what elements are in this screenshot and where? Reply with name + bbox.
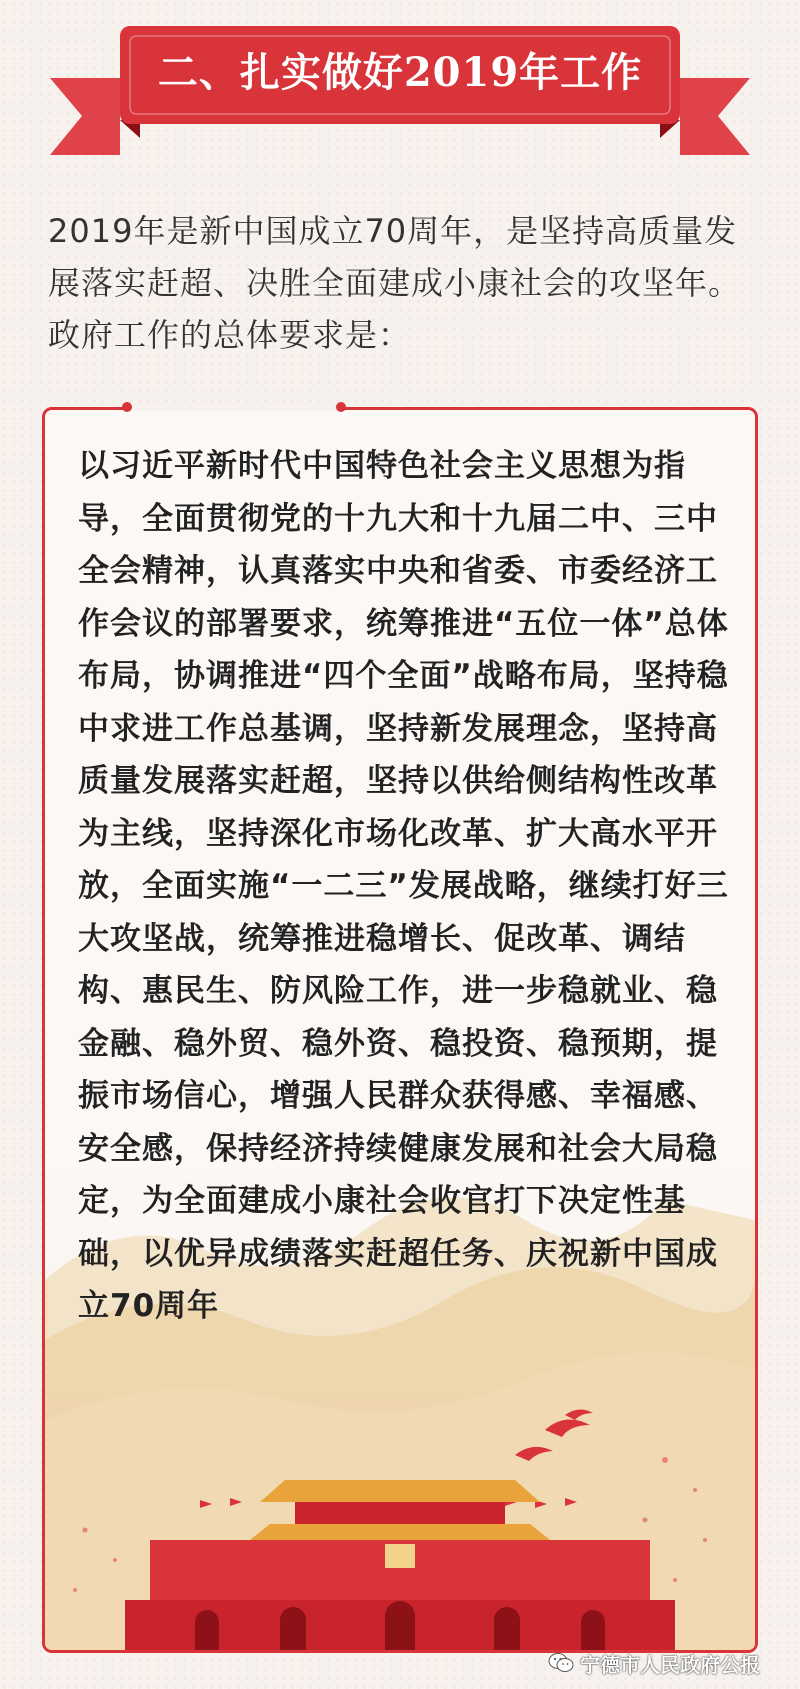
ribbon-right-tail	[680, 78, 750, 155]
title-banner	[0, 0, 800, 170]
watermark	[548, 1648, 760, 1678]
watermark-text: 宁德市人民政府公报	[580, 1652, 760, 1677]
policy-paragraph: 以习近平新时代中国特色社会主义思想为指导，全面贯彻党的十九大和十九届二中、三中全会精神，认真落实中央和省委、市委经济工作会议的部署要求，统筹推进“五位一体”总体布局，协调推进“四个全面”战略布局，坚持稳中求进工作总基调，坚持新发展理念，坚持高质量发展落实赶超，坚持以供给侧结构性改革为主线，坚持深化市场化改革、扩大高水平开放，全面实施“一二三”发展战略，继续打好三大攻坚战，统筹推进稳增长、促改革、调结构、惠民生、防风险工作，进一步稳就业、稳金融、稳外贸、稳外资、稳投资、稳预期，提振市场信心，增强人民群众获得感、幸福感、安全感，保持经济持续健康发展和社会大局稳定，为全面建成小康社会收官打下决定性基础，以优异成绩落实赶超任务、庆祝新中国成立70周年	[78, 448, 729, 1324]
frame-dot-left	[122, 402, 132, 412]
intro-paragraph: 2019年是新中国成立70周年，是坚持高质量发展落实赶超、决胜全面建成小康社会的攻坚年。政府工作的总体要求是：	[48, 212, 742, 354]
wechat-icon	[548, 1652, 574, 1674]
frame-dot-right	[336, 402, 346, 412]
banner-title: 二、扎实做好2019年工作	[157, 49, 643, 96]
frame-gap	[128, 403, 338, 411]
ribbon-left-tail	[50, 78, 120, 155]
